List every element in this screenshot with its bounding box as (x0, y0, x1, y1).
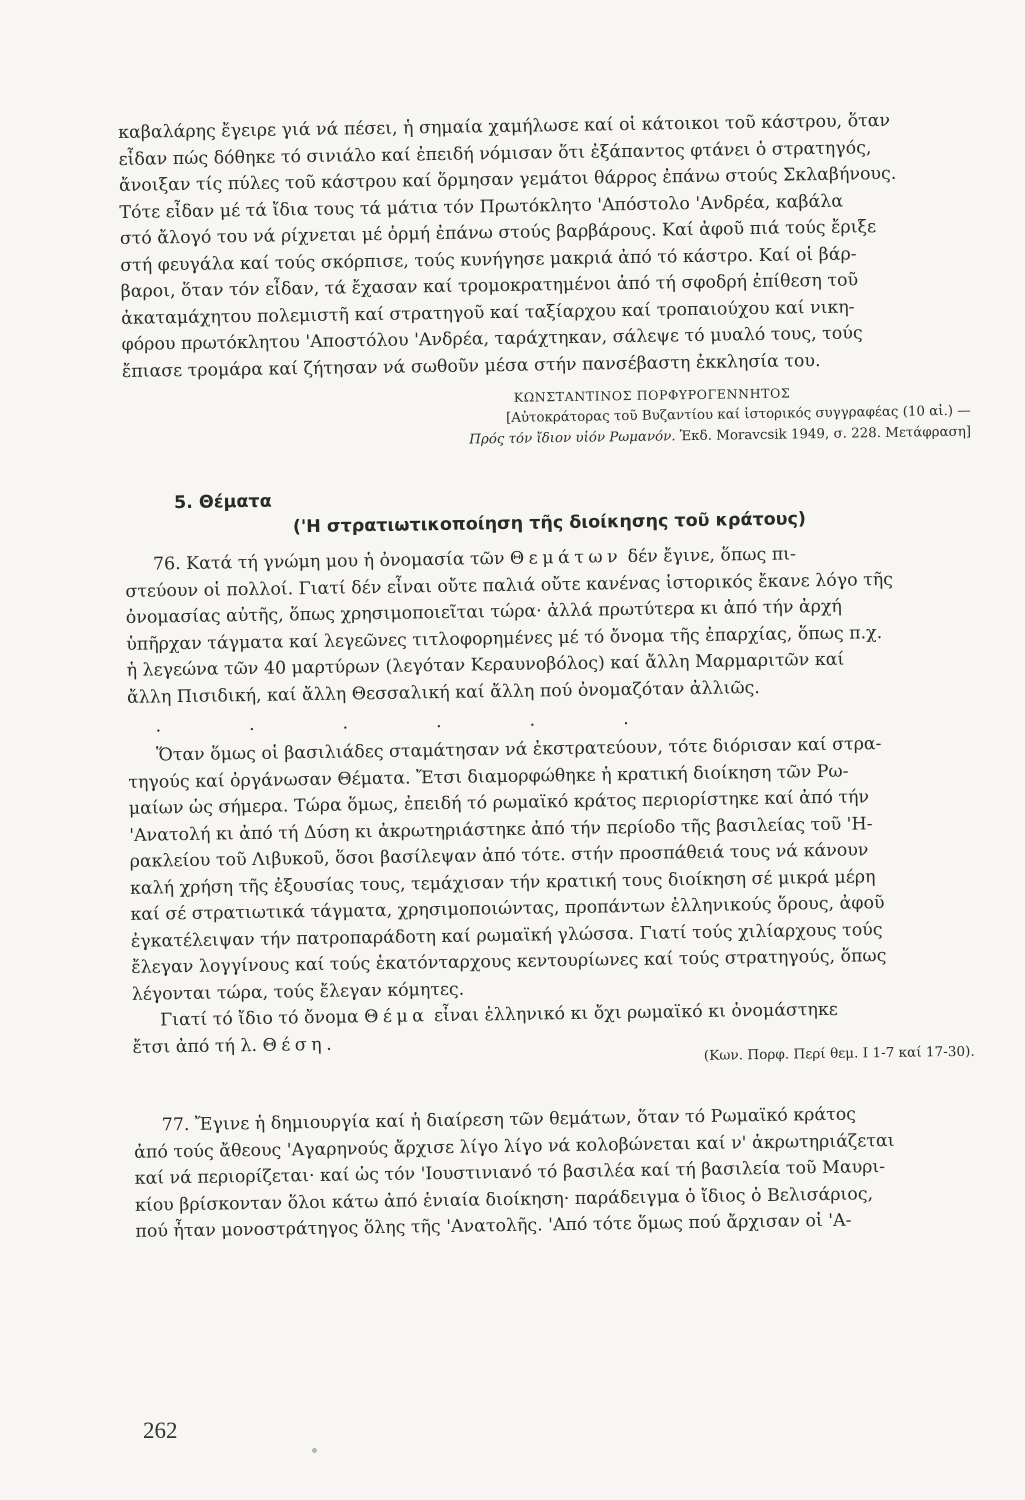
attribution-edition: Ἐκδ. Moravcsik 1949, σ. 228. Μετάφραση] (675, 424, 972, 445)
paragraph-line: 76. Κατά τή γνώμη μου ἡ ὀνομασία τῶν Θεμάτων δέν ἔγινε, ὅπως πι- (152, 544, 797, 575)
paragraph-line: λέγονται τώρα, τούς ἔλεγαν κόμητες. (131, 979, 465, 1005)
paragraph-line: ἔτσι ἀπό τή λ. Θέση. (132, 1034, 332, 1058)
paragraph-line: κίου βρίσκονταν ὅλοι κάτω ἀπό ἑνιαία διοίκηση· παράδειγμα ὁ ἴδιος ὁ Βελισάριος, (134, 1183, 874, 1216)
paragraph-line: ρακλείου τοῦ Λιβυκοῦ, ὅσοι βασίλεψαν ἀπό τότε. στήν προσπάθειά τους νά κάνουν (129, 840, 869, 872)
quote-line: εἶδαν πώς δόθηκε τό σινιάλο καί ἐπειδή νόμισαν ὅτι ἐξάπαντος φτάνει ὁ στρατηγός, (118, 137, 872, 170)
quote-line: βαροι, ὅταν τόν εἶδαν, τά ἔχασαν καί τρομοκρατημένοι ἀπό τή σφοδρή ἐπίθεση τοῦ (120, 270, 859, 302)
quote-line: Τότε εἶδαν μέ τά ἴδια τους τά μάτια τόν Πρωτόκλητο 'Απόστολο 'Ανδρέα, καβάλα (119, 191, 844, 223)
spaced-emphasis-word: Θέμα (363, 1006, 429, 1028)
paragraph-line: ἀπό τούς ἄθεους 'Αγαρηνούς ἄρχισε λίγο λίγο νά κολοβώνεται καί ν' ἀκρωτηριάζεται (134, 1130, 895, 1163)
paragraph-line: 77. Ἔγινε ἡ δημιουργία καί ἡ διαίρεση τῶν θεμάτων, ὅταν τό Ρωμαϊκό κράτος (161, 1104, 857, 1136)
paragraph-line: καί νά περιορίζεται· καί ὡς τόν 'Ιουστινιανό τό βασιλέα καί τή βασιλεία τοῦ Μαυρι- (134, 1157, 886, 1189)
paragraph-line: 'Ανατολή κι ἀπό τή Δύση κι ἀκρωτηριάστηκε ἀπό τήν περίοδο τῆς βασιλείας τοῦ 'Η- (129, 813, 873, 846)
paragraph-line: Ὅταν ὅμως οἱ βασιλιάδες σταμάτησαν νά ἐκστρατεύουν, τότε διόρισαν καί στρα- (155, 734, 882, 766)
spaced-emphasis-word: Θεμάτων (509, 547, 623, 569)
paragraph-line: μαίων ὡς σήμερα. Τώρα ὅμως, ἐπειδή τό ρωμαϊκό κράτος περιορίστηκε καί ἀπό τήν (128, 787, 870, 819)
paragraph-line: ἄλλη Πισιδική, καί ἄλλη Θεσσαλική καί ἄλλη πού ὀνομαζόταν ἀλλιῶς. (126, 677, 760, 708)
section-heading: 5. Θέματα (173, 491, 272, 514)
paragraph-line: πού ἦταν μονοστράτηγος ὅλης τῆς 'Ανατολῆς. 'Από τότε ὅμως πού ἄρχισαν οἱ 'Α- (135, 1210, 852, 1242)
paragraph-77 (134, 1100, 986, 1246)
quote-line: φόρου πρωτόκλητου 'Αποστόλου 'Ανδρέα, ταράχτηκαν, σάλεψε τό μυαλό τους, τούς (121, 323, 863, 355)
quote-line: ἄνοιξαν τίς πύλες τοῦ κάστρου καί ὅρμησαν γεμάτοι θάρρος ἐπάνω στούς Σκλαβήνους. (118, 163, 897, 196)
page-number: 262 (143, 1418, 178, 1443)
section-subheading: ('Η στρατιωτικοποίηση τῆς διοίκησης τοῦ κράτους) (292, 509, 807, 538)
paragraph-line: καί σέ στρατιωτικά τάγματα, χρησιμοποιώντας, προπάντων ἑλληνικούς ὅρους, ἀφοῦ (130, 893, 885, 925)
quote-block (118, 107, 972, 385)
paragraph-line: στεύουν οἱ πολλοί. Γιατί δέν εἶναι οὔτε παλιά οὔτε κανένας ἱστορικός ἔκανε λόγο τῆς (125, 569, 894, 602)
attribution-work-title: Πρός τόν ἴδιον υἱόν Ρωμανόν. (469, 429, 676, 448)
paragraph-line: ἡ λεγεώνα τῶν 40 μαρτύρων (λεγόταν Κεραυνοβόλος) καί ἄλλη Μαρμαριτῶν καί (126, 649, 845, 681)
paragraph-line: ὑπῆρχαν τάγματα καί λεγεῶνες τιτλοφορημένες μέ τό ὄνομα τῆς ἐπαρχίας, ὅπως π.χ. (126, 622, 883, 655)
paragraph-line: ἔλεγαν λογγίνους καί τούς ἑκατόνταρχους κεντουρίωνες καί τούς στρατηγούς, ὅπως (131, 946, 887, 978)
paragraph-line: ἐγκατέλειψαν τήν πατροπαράδοτη καί ρωμαϊκή γλώσσα. Γιατί τούς χιλίαρχους τούς (130, 919, 883, 952)
paragraph-76 (125, 539, 983, 1061)
book-page (118, 107, 986, 1246)
print-speck (312, 1448, 317, 1453)
paragraph-line: καλή χρήση τῆς ἐξουσίας τους, τεμάχισαν τήν κρατική τους διοίκηση σέ μικρά μέρη (129, 866, 876, 899)
attribution-note: [Αὐτοκράτορας τοῦ Βυζαντίου καί ἱστορικός συγγραφέας (10 αἰ.) — (505, 403, 971, 426)
attribution-author: ΚΩΝΣΤΑΝΤΙΝΟΣ ΠΟΡΦΥΡΟΓΕΝΝΗΤΟΣ (513, 385, 791, 405)
quote-line: στή φευγάλα καί τούς σκόρπισε, τούς κυνήγησε μακριά ἀπό τό κάστρο. Καί οἱ βάρ- (120, 243, 857, 276)
quote-attribution (122, 380, 973, 456)
paragraph-line: Γιατί τό ἴδιο τό ὄνομα Θέμα εἶναι ἑλληνικό κι ὄχι ρωμαϊκό κι ὀνομάστηκε (159, 999, 838, 1031)
paragraph-line: τηγούς καί ὀργάνωσαν Θέματα. Ἔτσι διαμορφώθηκε ἡ κρατική διοίκηση τῶν Ρω- (128, 761, 849, 793)
source-citation: (Κων. Πορφ. Περί θεμ. Ι 1-7 καί 17-30). (703, 1043, 975, 1064)
quote-line: ἀκαταμάχητου πολεμιστῆ καί στρατηγοῦ καί ταξίαρχου καί τροπαιούχου καί νικη- (120, 296, 855, 329)
quote-line: στό ἄλογό του νά ρίχνεται μέ ὁρμή ἐπάνω στούς βαρβάρους. Καί ἀφοῦ πιά τούς ἔριξε (119, 217, 877, 249)
quote-line: ἔπιασε τρομάρα καί ζήτησαν νά σωθοῦν μέσα στήν πανσέβαστη ἐκκλησία του. (121, 350, 821, 382)
spaced-emphasis-word: Θέση (262, 1034, 327, 1056)
ellipsis-dots: ...... (155, 707, 717, 737)
paragraph-line: ὀνομασίας αὐτῆς, ὅπως χρησιμοποιεῖται τώρα· ἀλλά πρωτύτερα κι ἀπό τήν ἀρχή (125, 596, 843, 628)
quote-line: καβαλάρης ἔγειρε γιά νά πέσει, ἡ σημαία χαμήλωσε καί οἱ κάτοικοι τοῦ κάστρου, ὅταν (118, 110, 891, 143)
